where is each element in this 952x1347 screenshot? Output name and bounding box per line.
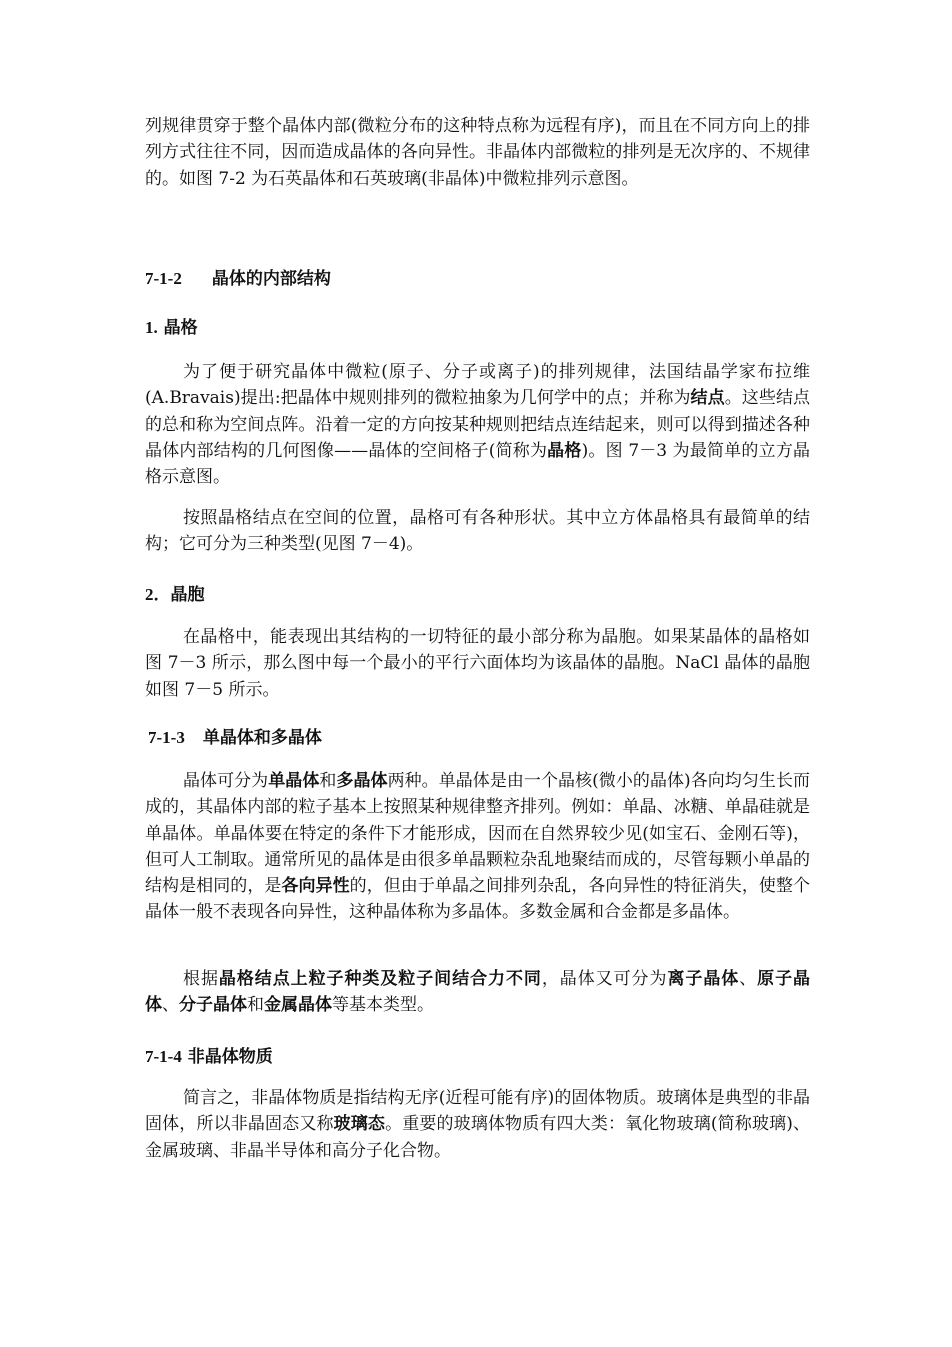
term-node: 结点	[690, 388, 725, 409]
term-anisotropy: 各向异性	[281, 876, 350, 897]
paragraph-crystal-types: 根据晶格结点上粒子种类及粒子间结合力不同，晶体又可分为离子晶体、原子晶体、分子晶体和金属晶体等基本类型。	[145, 969, 811, 1016]
paragraph-unit-cell: 在晶格中，能表现出其结构的一切特征的最小部分称为晶胞。如果某晶体的晶格如图 7－3 所示，那么图中每一个最小的平行六面体均为该晶体的晶胞。NaCl 晶体的晶胞如图 7－5 所示。	[145, 627, 810, 700]
term-glassy-state: 玻璃态	[333, 1114, 386, 1135]
paragraph-amorphous: 简言之，非晶体物质是指结构无序(近程可能有序)的固体物质。玻璃体是典型的非晶固体，所以非晶固态又称玻璃态。重要的玻璃体物质有四大类：氧化物玻璃(简称玻璃)、金属玻璃、非晶半导体和高分子化合物。	[145, 1088, 811, 1161]
subheading-unit-cell: 2．晶胞	[145, 585, 205, 605]
paragraph-lattice-shapes: 按照晶格结点在空间的位置，晶格可有各种形状。其中立方体晶格具有最简单的结构；它可分为三种类型(见图 7－4)。	[145, 508, 810, 555]
section-heading-7-1-4: 7-1-4 非晶体物质	[145, 1047, 273, 1067]
paragraph-single-crystal: 晶体可分为单晶体和多晶体两种。单晶体是由一个晶核(微小的晶体)各向均匀生长而成的，其晶体内部的粒子基本上按照某种规律整齐排列。例如：单晶、冰糖、单晶硅就是单晶体。单晶体要在特定的条件下才能形成，因而在自然界较少见(如宝石、金刚石等)，但可人工制取。通常所见的晶体是由很多单晶颗粒杂乱地聚结而成的，尽管每颗小单晶的结构是相同的，是各向异性的，但由于单晶之间排列杂乱，各向异性的特征消失，使整个晶体一般不表现各向异性，这种晶体称为多晶体。多数金属和合金都是多晶体。	[145, 771, 811, 923]
section-heading-7-1-2: 7-1-2 晶体的内部结构	[145, 269, 331, 289]
term-lattice: 晶格	[547, 440, 582, 461]
section-heading-7-1-3: 7-1-3 单晶体和多晶体	[148, 728, 322, 748]
subheading-lattice: 1. 晶格	[145, 318, 198, 338]
term-polycrystal: 多晶体	[336, 771, 388, 791]
term-single-crystal: 单晶体	[268, 771, 320, 791]
paragraph-lattice: 为了便于研究晶体中微粒(原子、分子或离子)的排列规律，法国结晶学家布拉维(A.Bravais)提出:把晶体中规则排列的微粒抽象为几何学中的点；并称为结点。这些结点的总和称为空间点阵。沿着一定的方向按某种规则把结点连结起来，则可以得到描述各种晶体内部结构的几何图像——晶体的空间格子(简称为晶格)。图 7－3 为最简单的立方晶格示意图。	[145, 362, 811, 488]
paragraph-intro: 列规律贯穿于整个晶体内部(微粒分布的这种特点称为远程有序)，而且在不同方向上的排列方式往往不同，因而造成晶体的各向异性。非晶体内部微粒的排列是无次序的、不规律的。如图 7-2 为石英晶体和石英玻璃(非晶体)中微粒排列示意图。	[145, 116, 810, 189]
